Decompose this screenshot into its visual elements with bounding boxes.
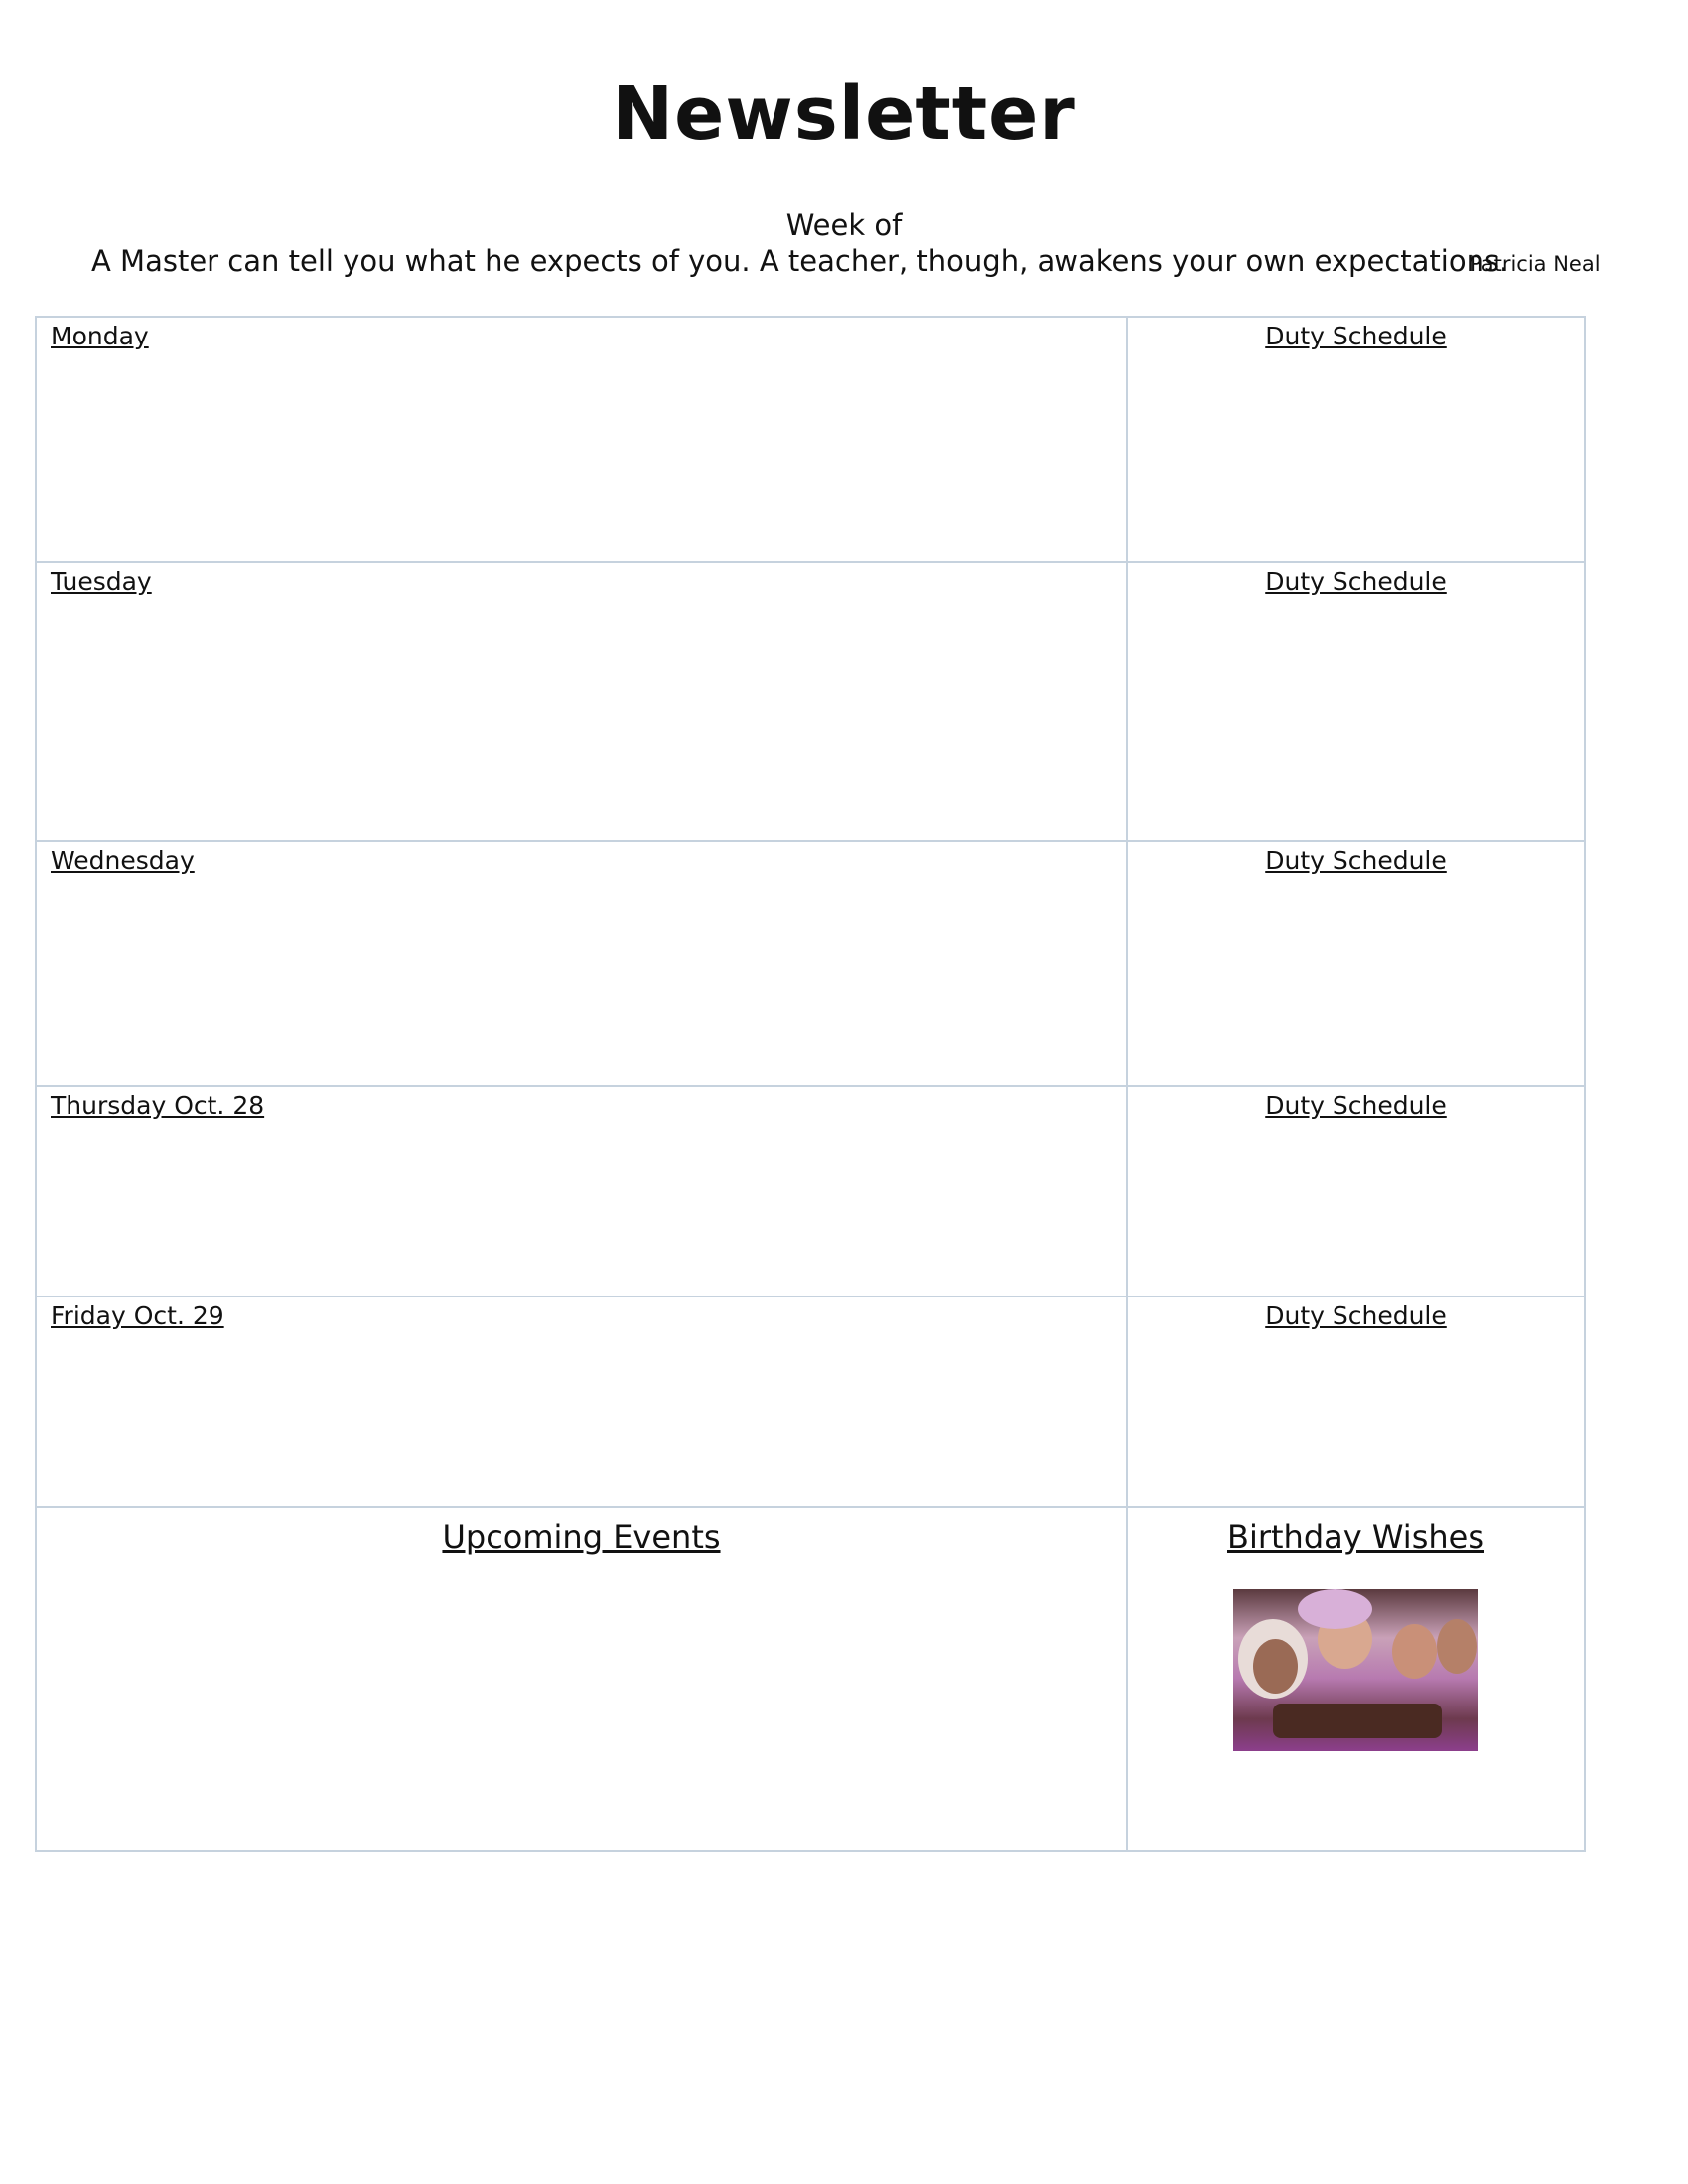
table-row-wednesday xyxy=(36,841,1585,1086)
day-label: Wednesday xyxy=(51,846,195,875)
week-of-label: Week of xyxy=(785,208,903,242)
day-cell[interactable] xyxy=(36,1297,1127,1507)
duty-schedule-label: Duty Schedule xyxy=(1265,567,1447,596)
upcoming-events-heading: Upcoming Events xyxy=(442,1518,721,1556)
table-row-footer xyxy=(36,1507,1585,1851)
upcoming-events-cell[interactable] xyxy=(36,1507,1127,1851)
day-label: Monday xyxy=(51,322,149,350)
day-label: Tuesday xyxy=(51,567,152,596)
day-label: Thursday Oct. 28 xyxy=(51,1091,265,1120)
table-row-monday xyxy=(36,317,1585,562)
duty-cell[interactable] xyxy=(1127,562,1585,841)
duty-schedule-label: Duty Schedule xyxy=(1265,1091,1447,1120)
duty-cell[interactable] xyxy=(1127,317,1585,562)
day-cell[interactable] xyxy=(36,1086,1127,1297)
duty-cell[interactable] xyxy=(1127,841,1585,1086)
quote-text: A Master can tell you what he expects of you. A teacher, though, awakens your own expectations. xyxy=(91,244,1509,278)
day-cell[interactable] xyxy=(36,562,1127,841)
duty-schedule-label: Duty Schedule xyxy=(1265,1301,1447,1330)
quote-author: Patricia Neal xyxy=(1470,252,1601,276)
table-row-tuesday xyxy=(36,562,1585,841)
table-row-thursday xyxy=(36,1086,1585,1297)
day-cell[interactable] xyxy=(36,841,1127,1086)
birthday-wishes-cell[interactable] xyxy=(1127,1507,1585,1851)
day-cell[interactable] xyxy=(36,317,1127,562)
duty-schedule-label: Duty Schedule xyxy=(1265,322,1447,350)
schedule-table xyxy=(35,316,1586,1852)
table-row-friday xyxy=(36,1297,1585,1507)
birthday-wishes-heading: Birthday Wishes xyxy=(1227,1518,1484,1556)
duty-cell[interactable] xyxy=(1127,1297,1585,1507)
duty-cell[interactable] xyxy=(1127,1086,1585,1297)
duty-schedule-label: Duty Schedule xyxy=(1265,846,1447,875)
day-label: Friday Oct. 29 xyxy=(51,1301,224,1330)
newsletter-title: Newsletter xyxy=(612,71,1076,157)
birthday-party-photo xyxy=(1233,1589,1478,1751)
